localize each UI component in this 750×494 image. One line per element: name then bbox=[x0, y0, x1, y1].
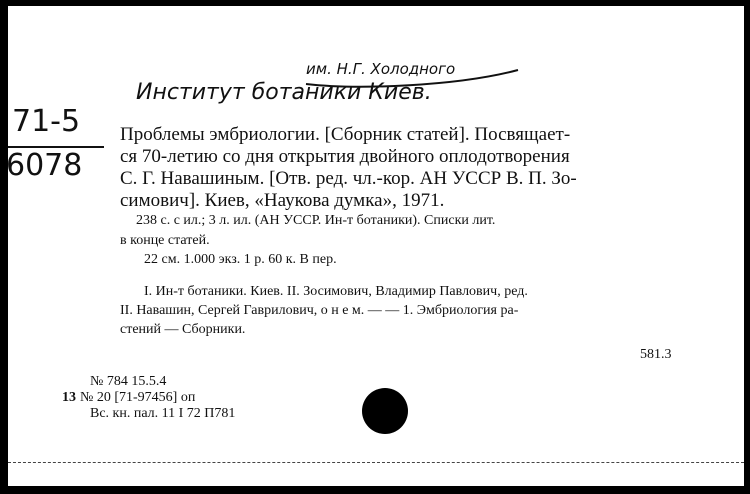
collation-line: в конце статей. bbox=[120, 233, 210, 248]
collation-line: 238 с. с ил.; 3 л. ил. (АН УССР. Ин-т ботаники). Списки лит. bbox=[136, 213, 496, 228]
handwritten-code-top: 71-5 bbox=[12, 104, 81, 139]
entry-line: симович]. Киев, «Наукова думка», 1971. bbox=[120, 190, 445, 211]
tracing-line: стений — Сборники. bbox=[120, 322, 246, 337]
classification-number: 581.3 bbox=[640, 347, 672, 362]
handwritten-code-bottom: 6078 bbox=[6, 148, 83, 183]
entry-line: Проблемы эмбриологии. [Сборник статей]. Посвящает- bbox=[120, 124, 571, 145]
footer-line: Вс. кн. пал. 11 I 72 П781 bbox=[90, 406, 236, 421]
collation-line: 22 см. 1.000 экз. 1 р. 60 к. В пер. bbox=[144, 252, 337, 267]
footer-line: № 784 15.5.4 bbox=[90, 374, 167, 389]
handwritten-annotation: им. Н.Г. Холодного bbox=[306, 60, 456, 78]
tracing-line: I. Ин-т ботаники. Киев. II. Зосимович, Владимир Павлович, ред. bbox=[144, 284, 528, 299]
catalog-card bbox=[8, 6, 744, 486]
card-punch-hole bbox=[362, 388, 408, 434]
footer-number: 13 bbox=[62, 390, 76, 405]
entry-line: ся 70-летию со дня открытия двойного оплодотворения bbox=[120, 146, 570, 167]
handwritten-institute: Институт ботаники Киев. bbox=[136, 80, 432, 105]
tracing-line: II. Навашин, Сергей Гаврилович, о н е м. — — 1. Эмбриология ра- bbox=[120, 303, 519, 318]
card-edge-line bbox=[8, 462, 744, 464]
entry-line: С. Г. Навашиным. [Отв. ред. чл.-кор. АН УССР В. П. Зо- bbox=[120, 168, 577, 189]
footer-line: № 20 [71-97456] оп bbox=[80, 390, 196, 405]
